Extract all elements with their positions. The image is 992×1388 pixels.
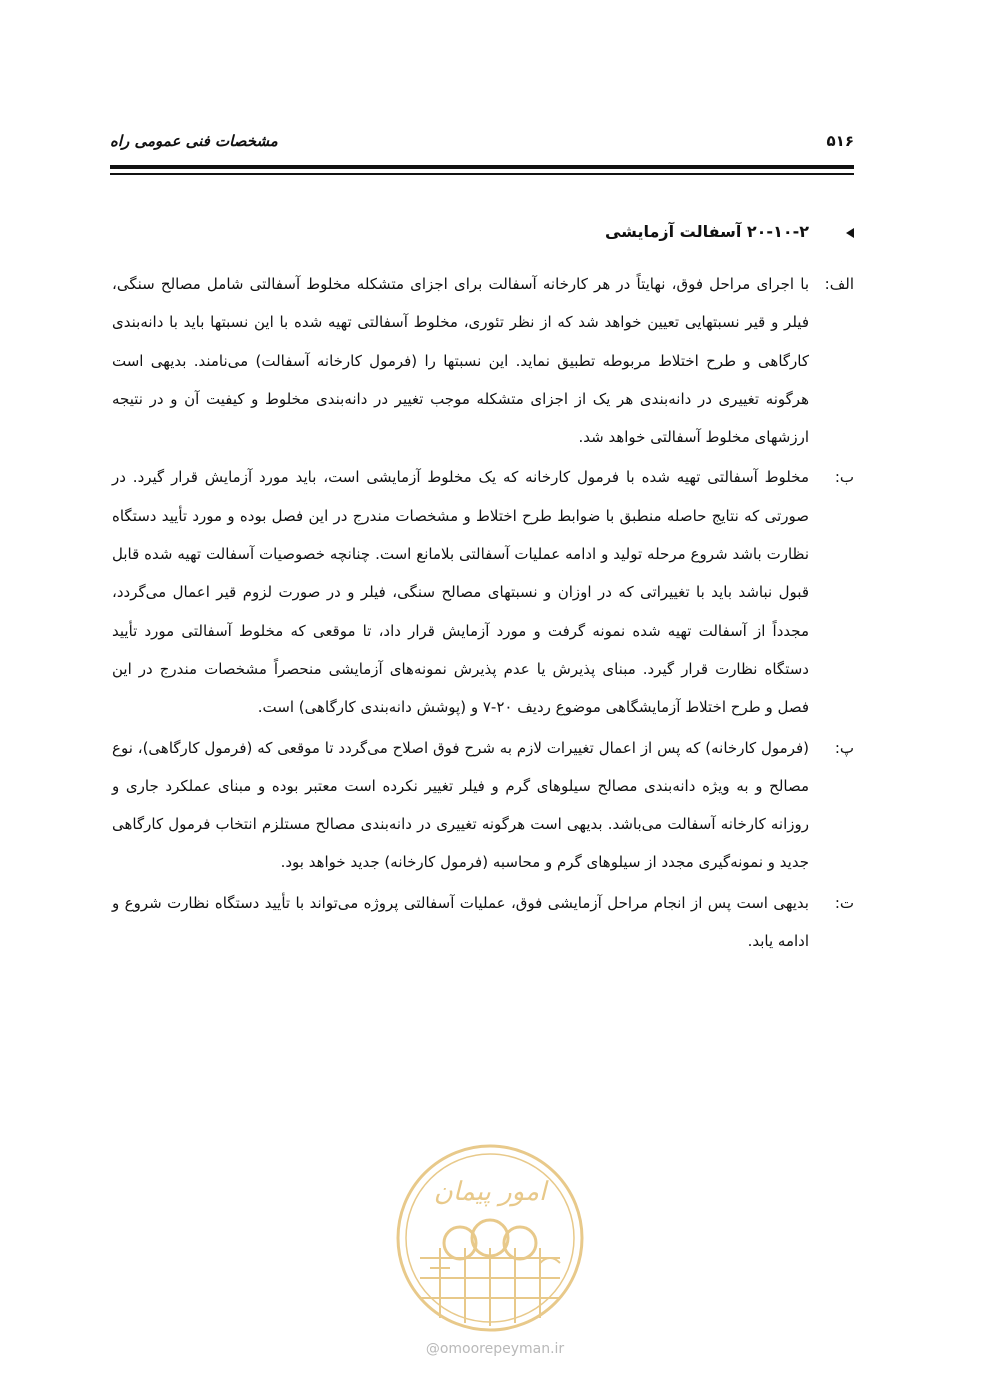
paragraph-text: مخلوط آسفالتی تهیه شده با فرمول کارخانه که یک مخلوط آزمایشی است، باید مورد آزمایش قرار گیرد. در صورتی که نتایج حاصله منطبق با ضوابط طرح اختلاط و مشخصات مندرج در این فصل بوده و مورد تأیید دستگاه نظارت باشد شروع مرحله تولید و ادامه عملیات آسفالتی بلامانع است. چنانچه خصوصیات آسفالت تهیه شده قابل قبول نباشد باید با تغییراتی که در اوزان و نسبتهای مصالح سنگی، فیلر و در صورت لزوم قیر اعمال می‌گردد، مجدداً از آسفالت تهیه شده نمونه گرفت و مورد آزمایش قرار داد، تا موقعی که مخلوط آسفالتی مورد تأیید دستگاه نظارت قرار گیرد. مبنای پذیرش یا عدم پذیرش نمونه‌های آزمایشی منحصراً مشخصات مندرج در این فصل و طرح اختلاط آزمایشگاهی موضوع ردیف ۲۰-۷ و (پوشش دانه‌بندی کارگاهی) است. (112, 468, 809, 717)
paragraph-te (112, 884, 854, 961)
paragraph-text: بدیهی است پس از انجام مراحل آزمایشی فوق، عملیات آسفالتی پروژه می‌تواند با تأیید دستگاه نظارت شروع و ادامه یابد. (112, 893, 809, 951)
paragraph-alef (112, 265, 854, 456)
paragraph-marker: ب: (834, 468, 854, 487)
watermark-url: @omoorepeyman.ir (425, 1341, 565, 1357)
omoorepeyman-seal-icon (390, 1138, 590, 1338)
paragraph-marker: الف: (824, 275, 854, 293)
header-rule-thin (110, 173, 854, 175)
page-number: ۵۱۶ (826, 132, 854, 150)
paragraph-marker: پ: (834, 738, 854, 757)
section-heading-text: ۲۰-۱۰-۲ آسفالت آزمایشی (604, 222, 809, 241)
paragraph-pe (112, 729, 854, 882)
header-rule-thick (110, 165, 854, 169)
paragraph-text: (فرمول کارخانه) که پس از اعمال تغییرات لازم به شرح فوق اصلاح می‌گردد تا موقعی که (فرمول کارگاهی)، نوع مصالح و به ویژه دانه‌بندی مصالح سیلوهای گرم و فیلر تغییر نکرده است معتبر بوده و مبنای عملکرد جاری و روزانه کارخانه آسفالت می‌باشد. بدیهی است هرگونه تغییری در دانه‌بندی مصالح مستلزم انتخاب فرمول کارگاهی جدید و نمونه‌گیری مجدد از سیلوهای گرم و محاسبه (فرمول کارخانه) جدید خواهد بود. (112, 738, 809, 872)
section-heading (605, 222, 854, 241)
page-header (110, 128, 854, 164)
seal-logo-text: امور پیمان (433, 1177, 547, 1207)
paragraph-be (112, 458, 854, 726)
paragraph-marker: ت: (834, 893, 854, 912)
running-title: مشخصات فنی عمومی راه (110, 132, 278, 150)
paragraph-text: با اجرای مراحل فوق، نهایتاً در هر کارخانه آسفالت برای اجزای متشکله مخلوط آسفالتی شامل مصالح سنگی، فیلر و قیر نسبتهایی تعیین خواهد شد که از نظر تئوری، مخلوط آسفالتی تهیه شده با این نسبتها باید با دانه‌بندی کارگاهی و طرح اختلاط مربوطه تطبیق نماید. این نسبتها را (فرمول کارخانه آسفالت) می‌نامند. بدیهی است هرگونه تغییری در دانه‌بندی هر یک از اجزای متشکله موجب تغییر در دانه‌بندی مخلوط و کیفیت آن و در نتیجه ارزشهای مخلوط آسفالتی خواهد شد. (112, 275, 809, 447)
body-content (112, 265, 854, 962)
